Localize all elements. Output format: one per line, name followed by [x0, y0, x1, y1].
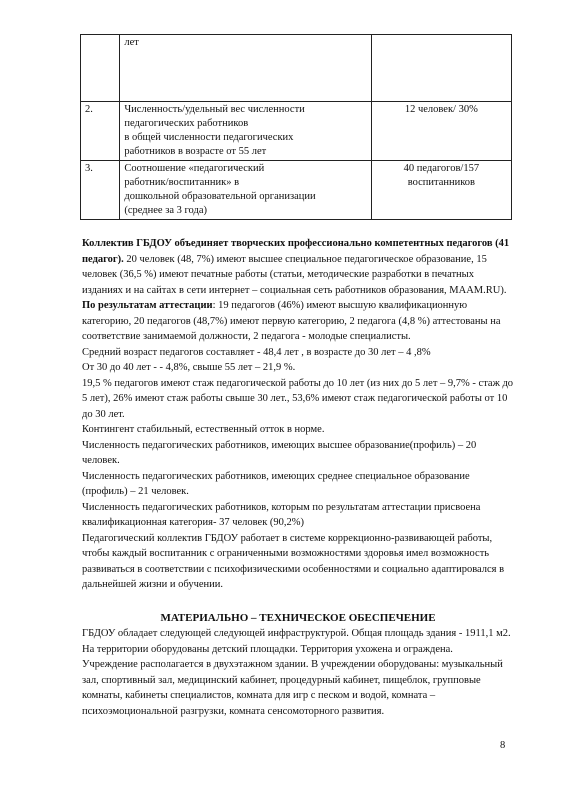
- staff-summary-text: 20 человек (48, 7%) имеют высшее специальное педагогическое образование, 15 человек (36,5 %) имеют печатные работы (статьи, методические разработки в печатных изданиях и на сайтах в сети интернет – социальная сеть работников образования, MAAM.RU).: [82, 253, 507, 296]
- average-age-paragraph: Средний возраст педагогов составляет - 48,4 лет , в возрасте до 30 лет – 4 ,8%: [82, 346, 431, 358]
- row-description: [120, 102, 371, 161]
- section-heading: МАТЕРИАЛЬНО – ТЕХНИЧЕСКОЕ ОБЕСПЕЧЕНИЕ: [160, 611, 436, 624]
- infrastructure-paragraph: ГБДОУ обладает следующей следующей инфраструктурой. Общая площадь здания - 1911,1 м2. На территории оборудованы детский площадки. Территория ухожена и ограждена.: [82, 628, 511, 655]
- row-value: [371, 35, 511, 102]
- page-number: 8: [500, 740, 506, 751]
- row-description: лет: [120, 35, 371, 102]
- attestation-lead: По результатам аттестации: [82, 300, 213, 311]
- attestation-paragraph: [82, 298, 514, 345]
- row-value-line: воспитанников: [407, 177, 475, 188]
- staff-summary-paragraph: [82, 236, 514, 298]
- row-description-line: (среднее за 3 года): [124, 205, 207, 216]
- row-description-line: дошкольной образовательной организации: [124, 191, 316, 202]
- row-value-line: 40 педагогов/157: [403, 163, 480, 174]
- table-row: [81, 102, 512, 161]
- table-row: [81, 161, 512, 220]
- document-body: [82, 236, 514, 719]
- building-paragraph: Учреждение располагается в двухэтажном здании. В учреждении оборудованы: музыкальный зал, спортивный зал, медицинский кабинет, процедурный кабинет, пищеблок, групповые комнаты, кабинеты специалистов, комната для игр с песком и водой, комната –психоэмоциональной разгрузки, комната сенсомоторного развития.: [82, 659, 503, 717]
- experience-paragraph: 19,5 % педагогов имеют стаж педагогической работы до 10 лет (из них до 5 лет – 9,7% - стаж до 5 лет), 26% имеют стаж работы свыше 30 лет., 53,6% имеют стаж педагогической работы от 10 до 30 лет.: [82, 377, 514, 420]
- correction-work-paragraph: Педагогический коллектив ГБДОУ работает в системе коррекционно-развивающей работы, чтобы каждый воспитанник с ограниченными возможностями здоровья имел возможность развиваться в соответствии с психофизическими особенностями и социально адаптировался в дальнейшей жизни и обучении.: [82, 532, 505, 590]
- attestation-text: : 19 педагогов (46%) имеют высшую квалификационную категорию, 20 педагогов (48,7%) имеют первую категорию, 2 педагога (4,8 %) аттестованы на соответствие занимаемой должности, 2 педагога - молодые специалисты.: [82, 300, 501, 342]
- row-description-line: педагогических работников: [124, 118, 249, 129]
- row-description: [120, 161, 371, 220]
- qualification-paragraph: Численность педагогических работников, которым по результатам аттестации присвоена квалификационная категория- 37 человек (90,2%): [82, 501, 481, 528]
- row-number: [81, 35, 120, 102]
- row-number: 3.: [81, 161, 120, 220]
- row-description-line: Численность/удельный вес численности: [124, 104, 305, 115]
- row-description-line: в общей численности педагогических: [124, 132, 294, 143]
- row-number: 2.: [81, 102, 120, 161]
- staff-summary-lead: Коллектив ГБДОУ объединяет творческих профессионально компетентных педагогов (41 педагог).: [82, 238, 510, 265]
- contingent-paragraph: Контингент стабильный, естественный отток в норме.: [82, 424, 325, 435]
- secondary-education-paragraph: Численность педагогических работников, имеющих среднее специальное образование (профиль) – 21 человек.: [82, 470, 470, 497]
- higher-education-paragraph: Численность педагогических работников, имеющих высшее образование(профиль) – 20 человек.: [82, 439, 477, 466]
- row-description-line: работник/воспитанник» в: [124, 177, 240, 188]
- row-description-line: работников в возрасте от 55 лет: [124, 146, 267, 157]
- table-row: [81, 35, 512, 102]
- row-value: [371, 161, 511, 220]
- row-value: 12 человек/ 30%: [371, 102, 511, 161]
- staff-table: [80, 34, 512, 220]
- age-groups-paragraph: От 30 до 40 лет - - 4,8%, свыше 55 лет – 21,9 %.: [82, 362, 296, 373]
- row-description-line: Соотношение «педагогический: [124, 163, 265, 174]
